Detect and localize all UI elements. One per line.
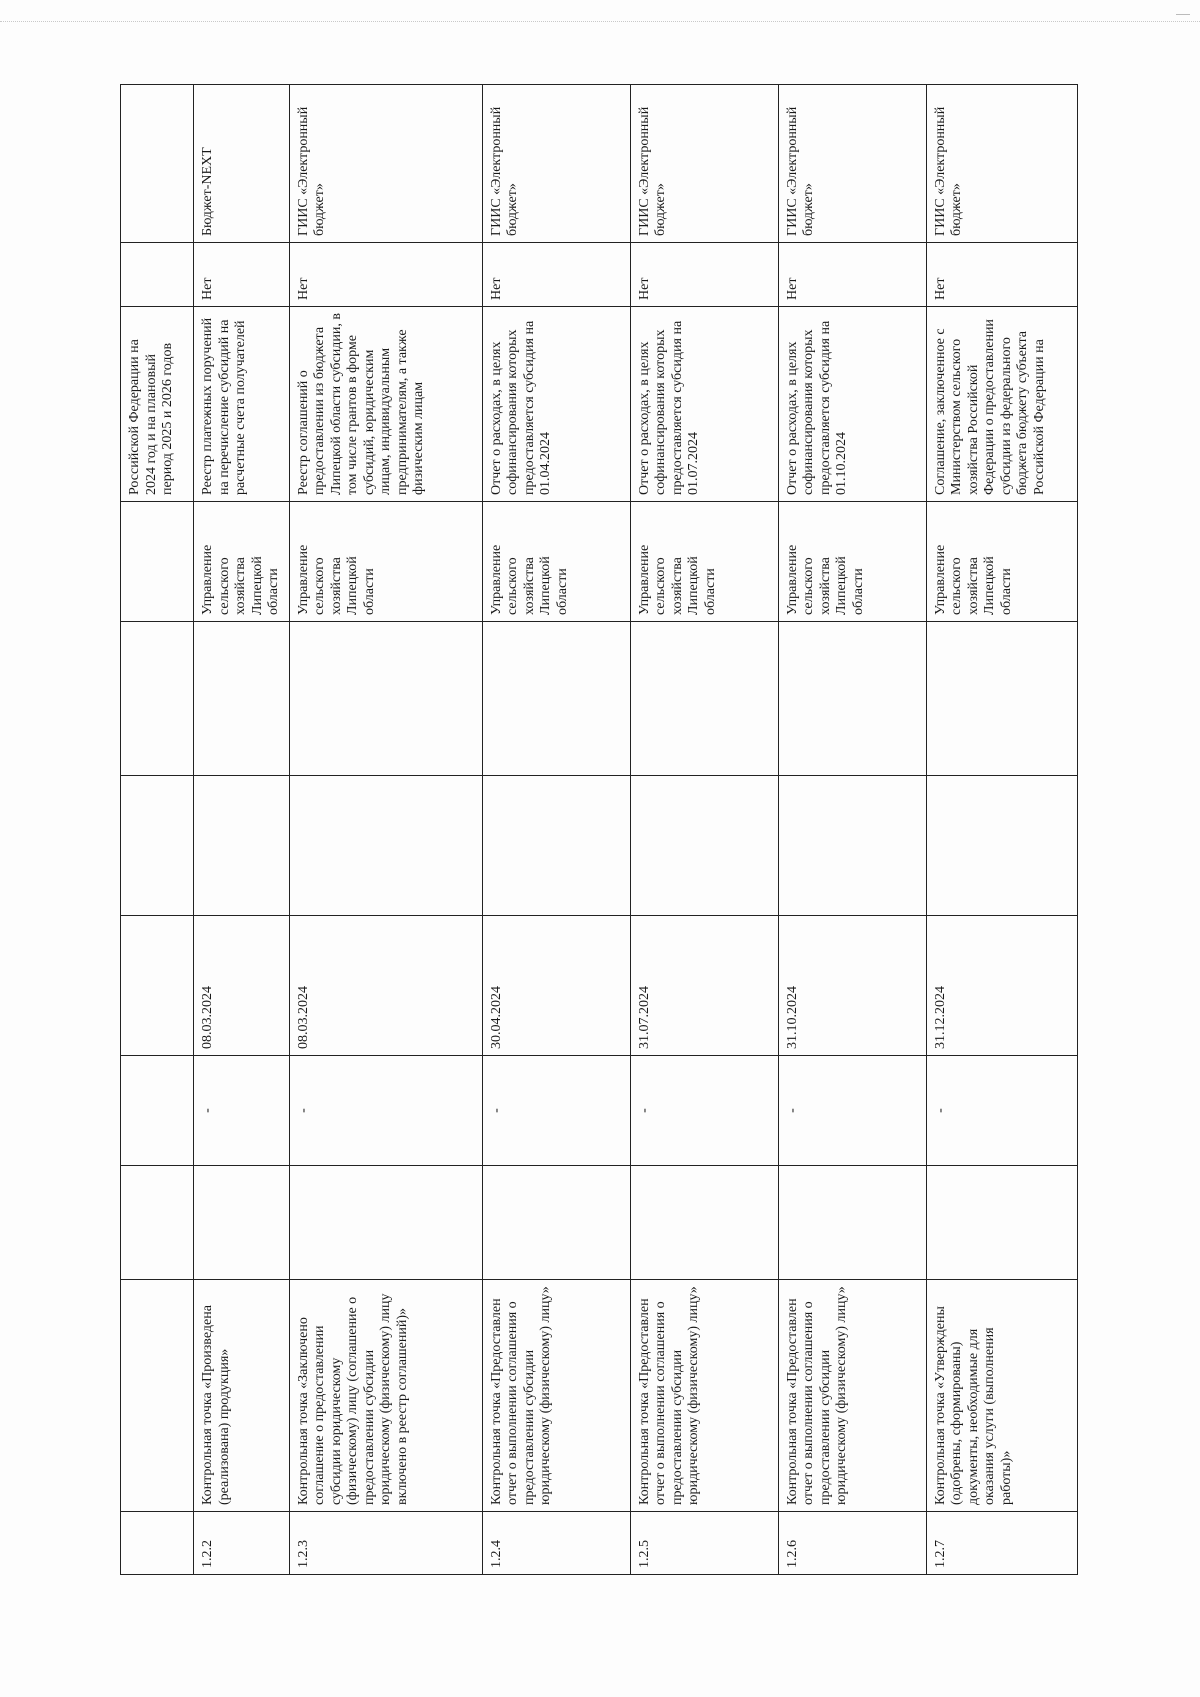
cell-document: Отчет о расходах, в целях софинансирования которых предоставляется субсидия на 01.07.2024 — [630, 307, 778, 502]
cell-system: ГИИС «Электронный бюджет» — [482, 85, 630, 243]
cell-col7 — [482, 622, 630, 776]
cell-flag: Нет — [482, 243, 630, 307]
cell-document: Отчет о расходах, в целях софинансирования которых предоставляется субсидия на 01.10.2024 — [778, 307, 926, 502]
cell-col7 — [289, 622, 482, 776]
cell-flag: Нет — [778, 243, 926, 307]
cell-col7 — [630, 622, 778, 776]
cell-col7 — [194, 622, 290, 776]
cell-name: Контрольная точка «Утверждены (одобрены, сформированы) документы, необходимые для оказания услуги (выполнения работы)» — [926, 1280, 1077, 1512]
cell-flag: Нет — [289, 243, 482, 307]
cell-flag: Нет — [926, 243, 1077, 307]
cell-col6 — [194, 776, 290, 916]
cell-col6 — [289, 776, 482, 916]
cell-num: 1.2.5 — [630, 1512, 778, 1575]
cell-document: Соглашение, заключенное с Министерством сельского хозяйства Российской Федерации о предоставлении субсидии из федерального бюджета бюджету субъекта Российской Федерации на — [926, 307, 1077, 502]
table-row-continuation — [121, 85, 194, 1575]
cell-col6 — [778, 776, 926, 916]
scan-top-edge — [0, 21, 1200, 22]
cell-responsible — [121, 502, 194, 622]
cell-col7 — [121, 622, 194, 776]
rotated-table-page — [120, 85, 1060, 1575]
scan-corner-mark — [1176, 14, 1190, 25]
cell-col7 — [778, 622, 926, 776]
cell-flag: Нет — [194, 243, 290, 307]
cell-document: Реестр платежных поручений на перечисление субсидий на расчетные счета получателей — [194, 307, 290, 502]
cell-col3 — [482, 1166, 630, 1280]
cell-name: Контрольная точка «Заключено соглашение о предоставлении субсидии юридическому (физическому) лицу (соглашение о предоставлении субсидии юридическому (физическому) лицу включено в реестр соглашений)» — [289, 1280, 482, 1512]
cell-col7 — [926, 622, 1077, 776]
cell-num: 1.2.4 — [482, 1512, 630, 1575]
cell-system: ГИИС «Электронный бюджет» — [778, 85, 926, 243]
table-row — [194, 85, 290, 1575]
cell-col6 — [630, 776, 778, 916]
cell-responsible: Управление сельского хозяйства Липецкой области — [194, 502, 290, 622]
cell-system: ГИИС «Электронный бюджет» — [926, 85, 1077, 243]
cell-name — [121, 1280, 194, 1512]
cell-date: 31.10.2024 — [778, 916, 926, 1056]
cell-name: Контрольная точка «Произведена (реализована) продукция» — [194, 1280, 290, 1512]
table-row — [289, 85, 482, 1575]
cell-num — [121, 1512, 194, 1575]
cell-responsible: Управление сельского хозяйства Липецкой области — [289, 502, 482, 622]
control-points-table — [120, 84, 1078, 1575]
cell-responsible: Управление сельского хозяйства Липецкой области — [926, 502, 1077, 622]
cell-num: 1.2.3 — [289, 1512, 482, 1575]
cell-responsible: Управление сельского хозяйства Липецкой области — [778, 502, 926, 622]
cell-name: Контрольная точка «Предоставлен отчет о выполнении соглашения о предоставлении субсидии юридическому (физическому) лицу» — [482, 1280, 630, 1512]
cell-col4: - — [289, 1056, 482, 1166]
cell-date: 31.07.2024 — [630, 916, 778, 1056]
table-row — [630, 85, 778, 1575]
cell-col3 — [121, 1166, 194, 1280]
table-row — [778, 85, 926, 1575]
cell-system: Бюджет-NEXT — [194, 85, 290, 243]
cell-responsible: Управление сельского хозяйства Липецкой области — [630, 502, 778, 622]
cell-num: 1.2.6 — [778, 1512, 926, 1575]
cell-num: 1.2.2 — [194, 1512, 290, 1575]
cell-name: Контрольная точка «Предоставлен отчет о выполнении соглашения о предоставлении субсидии юридическому (физическому) лицу» — [630, 1280, 778, 1512]
cell-document: Реестр соглашений о предоставлении из бюджета Липецкой области субсидии, в том числе грантов в форме субсидий, юридическим лицам, индивидуальным предпринимателям, а также физическим лицам — [289, 307, 482, 502]
cell-num: 1.2.7 — [926, 1512, 1077, 1575]
cell-date: 08.03.2024 — [194, 916, 290, 1056]
cell-col3 — [194, 1166, 290, 1280]
cell-document: Отчет о расходах, в целях софинансирования которых предоставляется субсидия на 01.04.2024 — [482, 307, 630, 502]
cell-col4: - — [482, 1056, 630, 1166]
cell-name: Контрольная точка «Предоставлен отчет о выполнении соглашения о предоставлении субсидии юридическому (физическому) лицу» — [778, 1280, 926, 1512]
cell-system: ГИИС «Электронный бюджет» — [289, 85, 482, 243]
cell-col4: - — [194, 1056, 290, 1166]
cell-col3 — [778, 1166, 926, 1280]
cell-document: Российской Федерации на 2024 год и на плановый период 2025 и 2026 годов — [121, 307, 194, 502]
cell-responsible: Управление сельского хозяйства Липецкой области — [482, 502, 630, 622]
cell-flag — [121, 243, 194, 307]
cell-date: 08.03.2024 — [289, 916, 482, 1056]
cell-system — [121, 85, 194, 243]
cell-col4: - — [630, 1056, 778, 1166]
cell-date: 30.04.2024 — [482, 916, 630, 1056]
cell-flag: Нет — [630, 243, 778, 307]
cell-date: 31.12.2024 — [926, 916, 1077, 1056]
cell-col3 — [926, 1166, 1077, 1280]
cell-col3 — [289, 1166, 482, 1280]
table-row — [482, 85, 630, 1575]
cell-col4 — [121, 1056, 194, 1166]
cell-col6 — [121, 776, 194, 916]
cell-col4: - — [926, 1056, 1077, 1166]
cell-col6 — [926, 776, 1077, 916]
cell-system: ГИИС «Электронный бюджет» — [630, 85, 778, 243]
cell-col3 — [630, 1166, 778, 1280]
cell-col6 — [482, 776, 630, 916]
cell-col4: - — [778, 1056, 926, 1166]
cell-date — [121, 916, 194, 1056]
table-row — [926, 85, 1077, 1575]
